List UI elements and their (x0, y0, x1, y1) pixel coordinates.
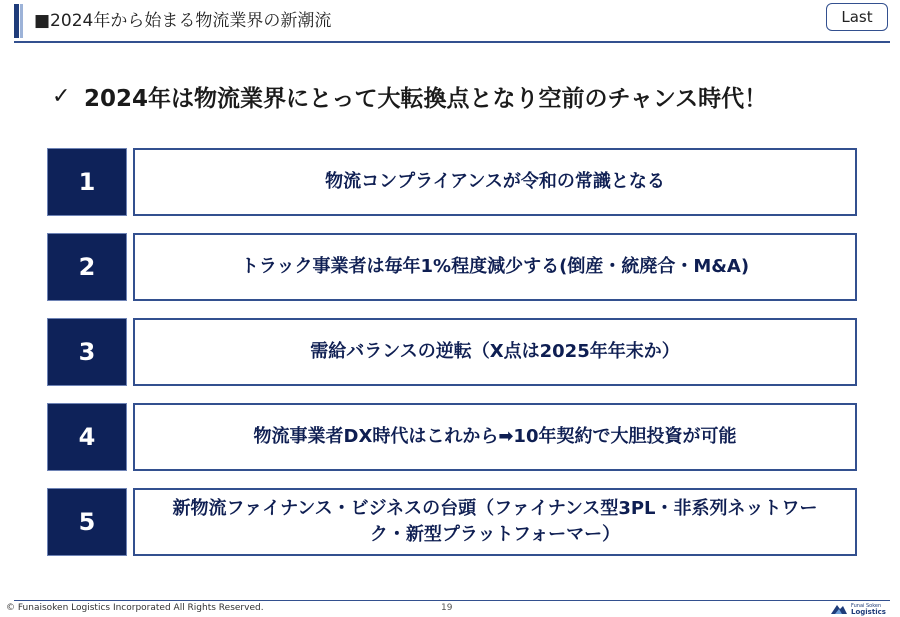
check-icon: ✓ (52, 84, 71, 109)
item-number: 4 (47, 403, 127, 471)
logo-line2: Logistics (851, 607, 886, 616)
item-text: 物流コンプライアンスが令和の常識となる (133, 148, 857, 216)
list-item (47, 233, 857, 301)
item-text: 需給バランスの逆転（X点は2025年年末か） (133, 318, 857, 386)
company-logo (830, 601, 894, 616)
page-number: 19 (441, 603, 453, 613)
item-text: トラック事業者は毎年1%程度減少する(倒産・統廃合・M&A) (133, 233, 857, 301)
list-item (47, 488, 857, 556)
logo-line1: Funai Soken (851, 602, 882, 609)
last-button[interactable]: Last (826, 3, 888, 31)
header-divider (14, 41, 890, 43)
page-title: ■2024年から始まる物流業界の新潮流 (34, 11, 332, 31)
list-item (47, 403, 857, 471)
headline-text: 2024年は物流業界にとって大転換点となり空前のチャンス時代！ (84, 86, 768, 112)
item-text: 物流事業者DX時代はこれから➡10年契約で大胆投資が可能 (133, 403, 857, 471)
copyright: © Funaisoken Logistics Incorporated All Rights Reserved. (6, 603, 264, 613)
item-text: 新物流ファイナンス・ビジネスの台頭（ファイナンス型3PL・非系列ネットワーク・新型プラットフォーマー） (133, 488, 857, 556)
item-number: 1 (47, 148, 127, 216)
header-accent-bar (14, 4, 19, 38)
headline (52, 80, 872, 113)
footer-divider (14, 600, 890, 601)
item-number: 3 (47, 318, 127, 386)
item-number: 5 (47, 488, 127, 556)
item-number: 2 (47, 233, 127, 301)
list-item (47, 318, 857, 386)
header-accent-bar-light (20, 4, 23, 38)
logo-icon (830, 603, 848, 615)
list-item (47, 148, 857, 216)
